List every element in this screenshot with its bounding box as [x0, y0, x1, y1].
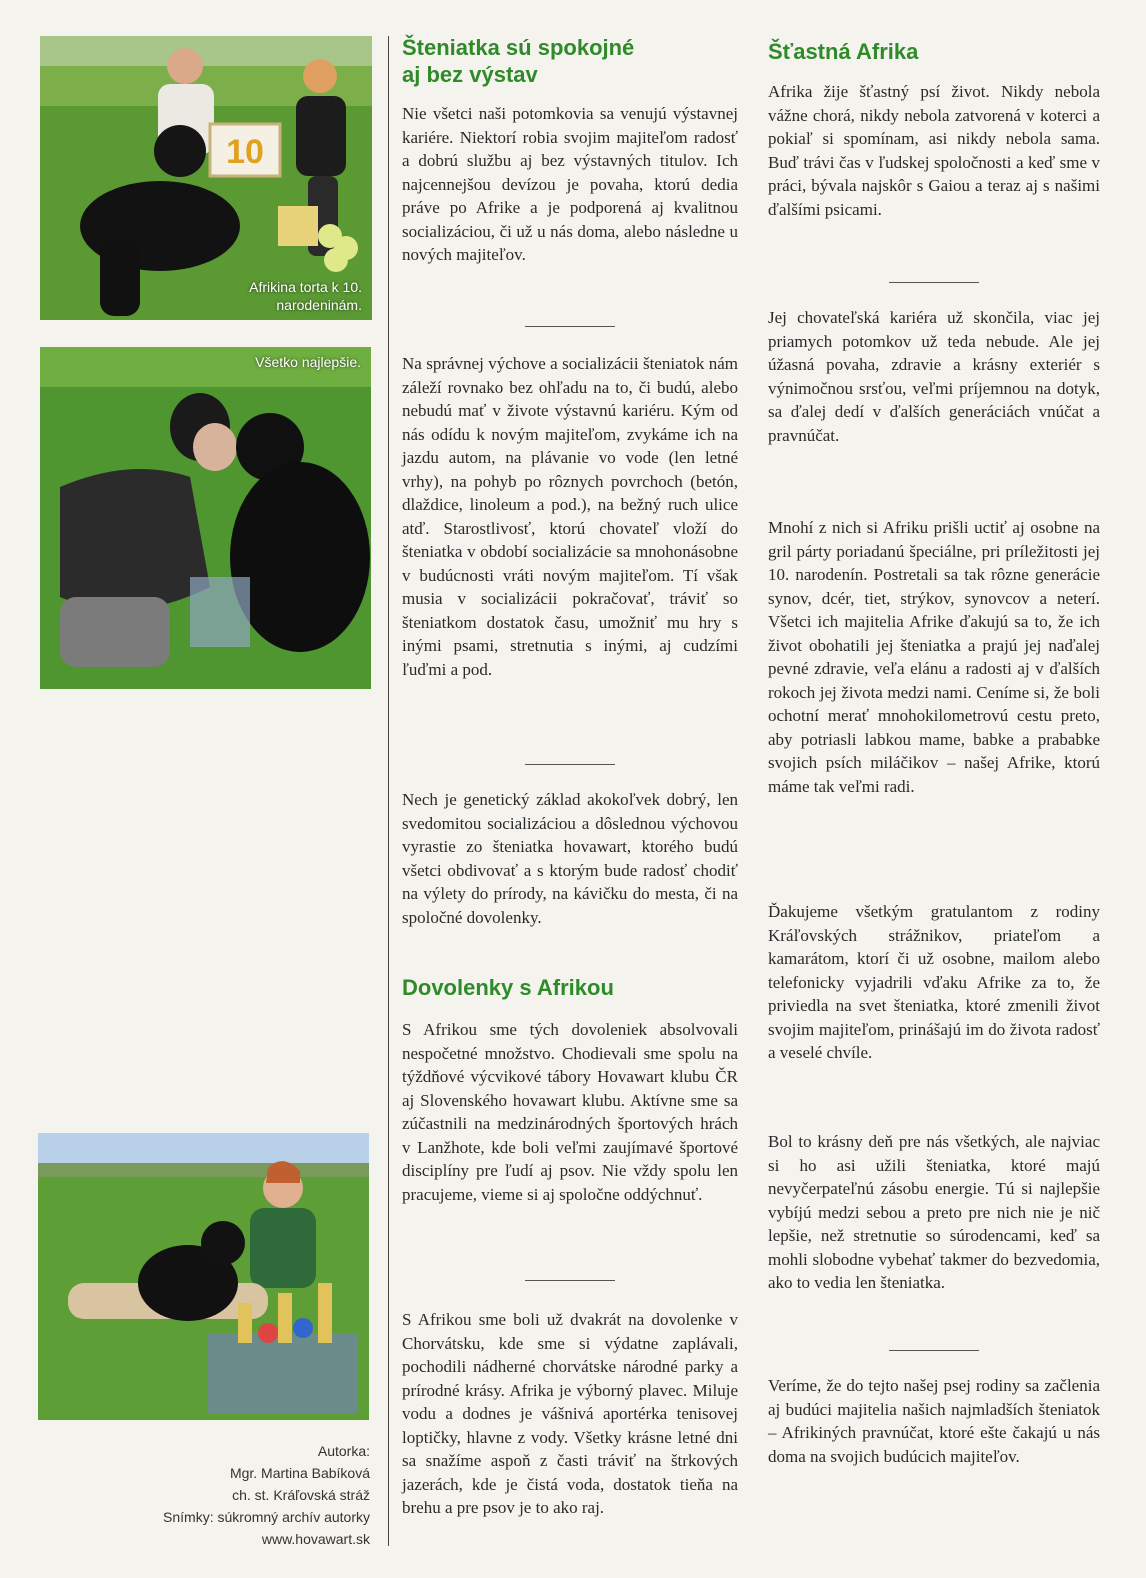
- paragraph: Nech je genetický základ akokoľvek dobrý, len svedomitou socializáciou a dôslednou výchovou vyrastie zo šteniatka hovawart, ktorého budú všetci obdivovať a s ktorým bude radosť chodiť na výlety do prírody, na kávičku do mesta, či na spoločné dovolenky.: [402, 790, 738, 927]
- separator: [525, 1280, 615, 1281]
- paragraph: Bol to krásny deň pre nás všetkých, ale najviac si ho asi užili šteniatka, ktoré majú nevyčerpateľnú zásobu energie. Tú si najlepšie vybíjú medzi sebou a preto pre nich nie je nič lepšie, než stretnutie so súrodencami, keď sa mohli slobodne vybehať takmer do bezvedomia, ako to vedia len šteniatka.: [768, 1132, 1100, 1292]
- paragraph: Mnohí z nich si Afriku prišli uctiť aj osobne na gril párty poriadanú špeciálne, pri príležitosti jej 10. narodenín. Postretali sa tak rôzne generácie synov, dcér, tiet, strýkov, synovcov a neterí. Všetci ich majitelia Afrike ďakujú sa to, že ich život obohatili jej šteniatka a prajú jej naďalej pevné zdravie, veľa elánu a radosti aj v ďalších rokoch jej života medzi nami. Ceníme si, že boli ochotní merať mnohokilometrovú cestu preto, aby potriasli labkou mame, babke a prababke svojich psích miláčikov – našej Afrike, ktorú máme tak veľmi radi.: [768, 518, 1100, 796]
- photo-caption: Afrikina torta k 10. narodeninám.: [249, 279, 362, 313]
- photo-caption: Všetko najlepšie.: [255, 354, 361, 370]
- photo-birthday-cake: [40, 36, 372, 320]
- cake-number: 10: [226, 133, 264, 171]
- separator: [889, 282, 979, 283]
- separator: [525, 326, 615, 327]
- photo-author-with-trophies: [38, 1133, 369, 1420]
- article-credits: [100, 1440, 370, 1550]
- column-divider: [388, 36, 389, 1546]
- paragraph: Jej chovateľská kariéra už skončila, viac jej priamych potomkov už teda nebude. Ale jej úžasná povaha, zdravie a krásny exteriér s výnimočnou srsťou, veľmi príjemnou na dotyk, sa ďalej dedí v ďalších generáciách vnúčat a pravnúčat.: [768, 308, 1100, 445]
- separator: [525, 764, 615, 765]
- section-heading: Šteniatka sú spokojné aj bez výstav: [402, 35, 635, 87]
- photo-birthday-wishes: [40, 347, 371, 689]
- author-name: Mgr. Martina Babíková: [229, 1465, 370, 1481]
- photo-scene: [38, 1133, 369, 1420]
- paragraph: Veríme, že do tejto našej psej rodiny sa začlenia aj budúci majitelia našich najmladších šteniatok – Afrikiných pravnúčat, ktoré ešte čakajú u nás doma na svojich budúcich majiteľov.: [768, 1376, 1100, 1466]
- website-link[interactable]: www.hovawart.sk: [261, 1531, 370, 1547]
- paragraph: S Afrikou sme boli už dvakrát na dovolenke v Chorvátsku, kde sme si výdatne zaplávali, pochodili nádherné chorvátske národné parky a prírodné krásy. Afrika je výborný plavec. Miluje vodu a dodnes je vášnivá aportérka tenisovej loptičky, hlavne z vody. Všetky krásne letné dni sa snažíme aspoň z časti tráviť na štrkových jazerách, kde je čistá voda, dostatok tieňa na brehu a pre psov je to ako raj.: [402, 1310, 738, 1517]
- paragraph: Ďakujeme všetkým gratulantom z rodiny Kráľovských strážnikov, priateľom a kamarátom, ktorí či už osobne, mailom alebo telefonicky vyjadrili vďaku Afrike za to, že priviedla na svet šteniatka, ktoré zmenili život svojim majiteľom, prinášajú im do života radosť a veselé chvíle.: [768, 902, 1100, 1062]
- paragraph: Nie všetci naši potomkovia sa venujú výstavnej kariére. Niektorí robia svojim majiteľom radosť a dobrú službu aj bez výstavných titulov. Ich najcennejšou devízou je povaha, ktorú dedia práve po Afrike a je podporená aj kvalitnou socializáciou, či už u nás doma, alebo následne u nových majiteľov.: [402, 104, 738, 264]
- paragraph: S Afrikou sme tých dovoleniek absolvovali nespočetné množstvo. Chodievali sme spolu na týždňové výcvikové tábory Hovawart klubu ČR aj Slovenského hovawart klubu. Aktívne sme sa zúčastnili na medzinárodných športových hrách v Lanžhote, kde boli veľmi zaujímavé športové disciplíny pre ľudí aj psov. Nie vždy spolu len pracujeme, vieme si aj spoločne oddýchnuť.: [402, 1020, 738, 1204]
- separator: [889, 1350, 979, 1351]
- section-heading: Šťastná Afrika: [768, 39, 919, 64]
- author-label: Autorka:: [317, 1443, 370, 1459]
- photo-scene: [40, 347, 371, 689]
- photo-credit: Snímky: súkromný archív autorky: [163, 1509, 370, 1525]
- kennel-name: ch. st. Kráľovská stráž: [232, 1487, 370, 1503]
- section-heading: Dovolenky s Afrikou: [402, 975, 614, 1000]
- paragraph: Afrika žije šťastný psí život. Nikdy nebola vážne chorá, nikdy nebola zatvorená v koterci a pokiaľ si spomínam, asi nikdy nebola sama. Buď trávi čas v ľudskej spoločnosti a keď sme v práci, bývala najskôr s Gaiou a teraz aj s našimi ďalšími psicami.: [768, 82, 1100, 219]
- paragraph: Na správnej výchove a socializácii šteniatok nám záleží rovnako bez ohľadu na to, či budú, alebo nebudú mať v živote výstavnú kariéru. Kým od nás odídu k novým majiteľom, zvykáme ich na jazdu autom, na plávanie vo vode (len letné vrhy), na pohyb po rôznych povrchoch (betón, dlaždice, linoleum a pod.), na bežný ruch ulice atď. Starostlivosť, ktorú chovateľ vloží do šteniatka v období socializácie sa mnohonásobne v budúcnosti vráti novým majiteľom. Tí však musia v socializácii pokračovať, tráviť so šteniatkom dostatok času, umožniť mu hry s inými psami, stretnutia s inými, aj cudzími ľuďmi a pod.: [402, 354, 738, 679]
